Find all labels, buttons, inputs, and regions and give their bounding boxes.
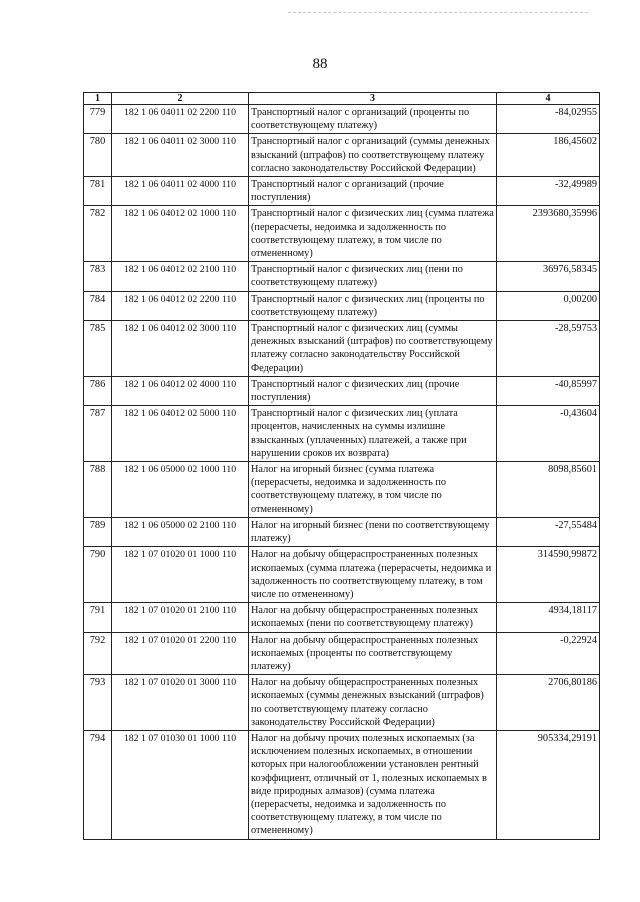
revenue-name-cell: Транспортный налог с организаций (проценты по соответствующему платежу) <box>249 105 497 134</box>
row-number-cell: 791 <box>84 603 112 632</box>
row-number-cell: 787 <box>84 406 112 462</box>
budget-code-cell: 182 1 06 04012 02 2100 110 <box>112 262 249 291</box>
amount-cell: 0,00200 <box>497 291 600 320</box>
revenue-name-cell: Транспортный налог с физических лиц (уплата процентов, начисленных на суммы излишне взысканных (уплаченных) платежей, а также при нарушении сроков их возврата) <box>249 406 497 462</box>
row-number-cell: 794 <box>84 730 112 839</box>
revenue-name-cell: Налог на добычу прочих полезных ископаемых (за исключением полезных ископаемых, в отношении которых при налогообложении установлен рентный коэффициент, отличный от 1, полезных ископаемых в виде природных алмазов) (сумма платежа (перерасчеты, недоимка и задолженность по соответствующему платежу, в том числе по отмененному) <box>249 730 497 839</box>
amount-cell: -27,55484 <box>497 517 600 546</box>
table-row <box>84 517 600 546</box>
amount-cell: -0,43604 <box>497 406 600 462</box>
row-number-cell: 788 <box>84 462 112 518</box>
row-number-cell: 780 <box>84 134 112 177</box>
budget-code-cell: 182 1 07 01020 01 1000 110 <box>112 547 249 603</box>
table-row <box>84 291 600 320</box>
table-row <box>84 632 600 675</box>
revenue-name-cell: Налог на добычу общераспространенных полезных ископаемых (проценты по соответствующему платежу) <box>249 632 497 675</box>
table-row <box>84 730 600 839</box>
revenue-name-cell: Транспортный налог с организаций (прочие поступления) <box>249 177 497 206</box>
column-header-name: 3 <box>249 93 497 105</box>
amount-cell: 36976,58345 <box>497 262 600 291</box>
budget-code-cell: 182 1 06 05000 02 1000 110 <box>112 462 249 518</box>
budget-code-cell: 182 1 06 04012 02 4000 110 <box>112 376 249 405</box>
table-body <box>84 105 600 840</box>
row-number-cell: 782 <box>84 206 112 262</box>
row-number-cell: 786 <box>84 376 112 405</box>
row-number-cell: 793 <box>84 675 112 731</box>
amount-cell: 2393680,35996 <box>497 206 600 262</box>
amount-cell: -40,85997 <box>497 376 600 405</box>
scan-artifact-line <box>288 12 588 13</box>
column-header-number: 1 <box>84 93 112 105</box>
amount-cell: 4934,18117 <box>497 603 600 632</box>
row-number-cell: 785 <box>84 321 112 377</box>
revenue-name-cell: Налог на добычу общераспространенных полезных ископаемых (пени по соответствующему платежу) <box>249 603 497 632</box>
amount-cell: 2706,80186 <box>497 675 600 731</box>
table-row <box>84 462 600 518</box>
revenue-name-cell: Транспортный налог с физических лиц (суммы денежных взысканий (штрафов) по соответствующему платежу согласно законодательству Российской Федерации) <box>249 321 497 377</box>
table-row <box>84 547 600 603</box>
revenue-name-cell: Налог на игорный бизнес (сумма платежа (перерасчеты, недоимка и задолженность по соответствующему платежу, в том числе по отмененному) <box>249 462 497 518</box>
table-header-row <box>84 93 600 105</box>
row-number-cell: 779 <box>84 105 112 134</box>
table-row <box>84 376 600 405</box>
revenue-name-cell: Транспортный налог с физических лиц (сумма платежа (перерасчеты, недоимка и задолженность по соответствующему платежу, в том числе по отмененному) <box>249 206 497 262</box>
amount-cell: 314590,99872 <box>497 547 600 603</box>
budget-code-cell: 182 1 06 04012 02 5000 110 <box>112 406 249 462</box>
revenue-name-cell: Транспортный налог с физических лиц (пени по соответствующему платежу) <box>249 262 497 291</box>
budget-code-cell: 182 1 06 05000 02 2100 110 <box>112 517 249 546</box>
revenue-name-cell: Транспортный налог с физических лиц (прочие поступления) <box>249 376 497 405</box>
budget-code-cell: 182 1 06 04012 02 3000 110 <box>112 321 249 377</box>
budget-code-cell: 182 1 06 04011 02 3000 110 <box>112 134 249 177</box>
revenue-name-cell: Налог на игорный бизнес (пени по соответствующему платежу) <box>249 517 497 546</box>
revenue-name-cell: Налог на добычу общераспространенных полезных ископаемых (сумма платежа (перерасчеты, недоимка и задолженность по соответствующему платежу, в том числе по отмененному) <box>249 547 497 603</box>
page-number: 88 <box>312 56 328 72</box>
budget-code-cell: 182 1 07 01020 01 2100 110 <box>112 603 249 632</box>
row-number-cell: 783 <box>84 262 112 291</box>
amount-cell: 8098,85601 <box>497 462 600 518</box>
amount-cell: -32,49989 <box>497 177 600 206</box>
column-header-code: 2 <box>112 93 249 105</box>
revenue-name-cell: Транспортный налог с организаций (суммы денежных взысканий (штрафов) по соответствующему платежу согласно законодательству Российской Федерации) <box>249 134 497 177</box>
amount-cell: -84,02955 <box>497 105 600 134</box>
revenue-name-cell: Налог на добычу общераспространенных полезных ископаемых (суммы денежных взысканий (штрафов) по соответствующему платежу согласно законодательству Российской Федерации) <box>249 675 497 731</box>
amount-cell: 905334,29191 <box>497 730 600 839</box>
row-number-cell: 790 <box>84 547 112 603</box>
revenue-table <box>83 92 600 840</box>
row-number-cell: 781 <box>84 177 112 206</box>
amount-cell: -0,22924 <box>497 632 600 675</box>
budget-code-cell: 182 1 07 01020 01 2200 110 <box>112 632 249 675</box>
column-header-amount: 4 <box>497 93 600 105</box>
row-number-cell: 784 <box>84 291 112 320</box>
amount-cell: -28,59753 <box>497 321 600 377</box>
table-row <box>84 262 600 291</box>
budget-code-cell: 182 1 07 01020 01 3000 110 <box>112 675 249 731</box>
table-row <box>84 603 600 632</box>
table-row <box>84 177 600 206</box>
table-row <box>84 206 600 262</box>
budget-code-cell: 182 1 06 04012 02 1000 110 <box>112 206 249 262</box>
table-row <box>84 321 600 377</box>
row-number-cell: 789 <box>84 517 112 546</box>
budget-code-cell: 182 1 06 04012 02 2200 110 <box>112 291 249 320</box>
budget-code-cell: 182 1 06 04011 02 2200 110 <box>112 105 249 134</box>
table-row <box>84 406 600 462</box>
amount-cell: 186,45602 <box>497 134 600 177</box>
revenue-name-cell: Транспортный налог с физических лиц (проценты по соответствующему платежу) <box>249 291 497 320</box>
table-row <box>84 134 600 177</box>
table-row <box>84 105 600 134</box>
budget-code-cell: 182 1 06 04011 02 4000 110 <box>112 177 249 206</box>
row-number-cell: 792 <box>84 632 112 675</box>
table-row <box>84 675 600 731</box>
budget-code-cell: 182 1 07 01030 01 1000 110 <box>112 730 249 839</box>
